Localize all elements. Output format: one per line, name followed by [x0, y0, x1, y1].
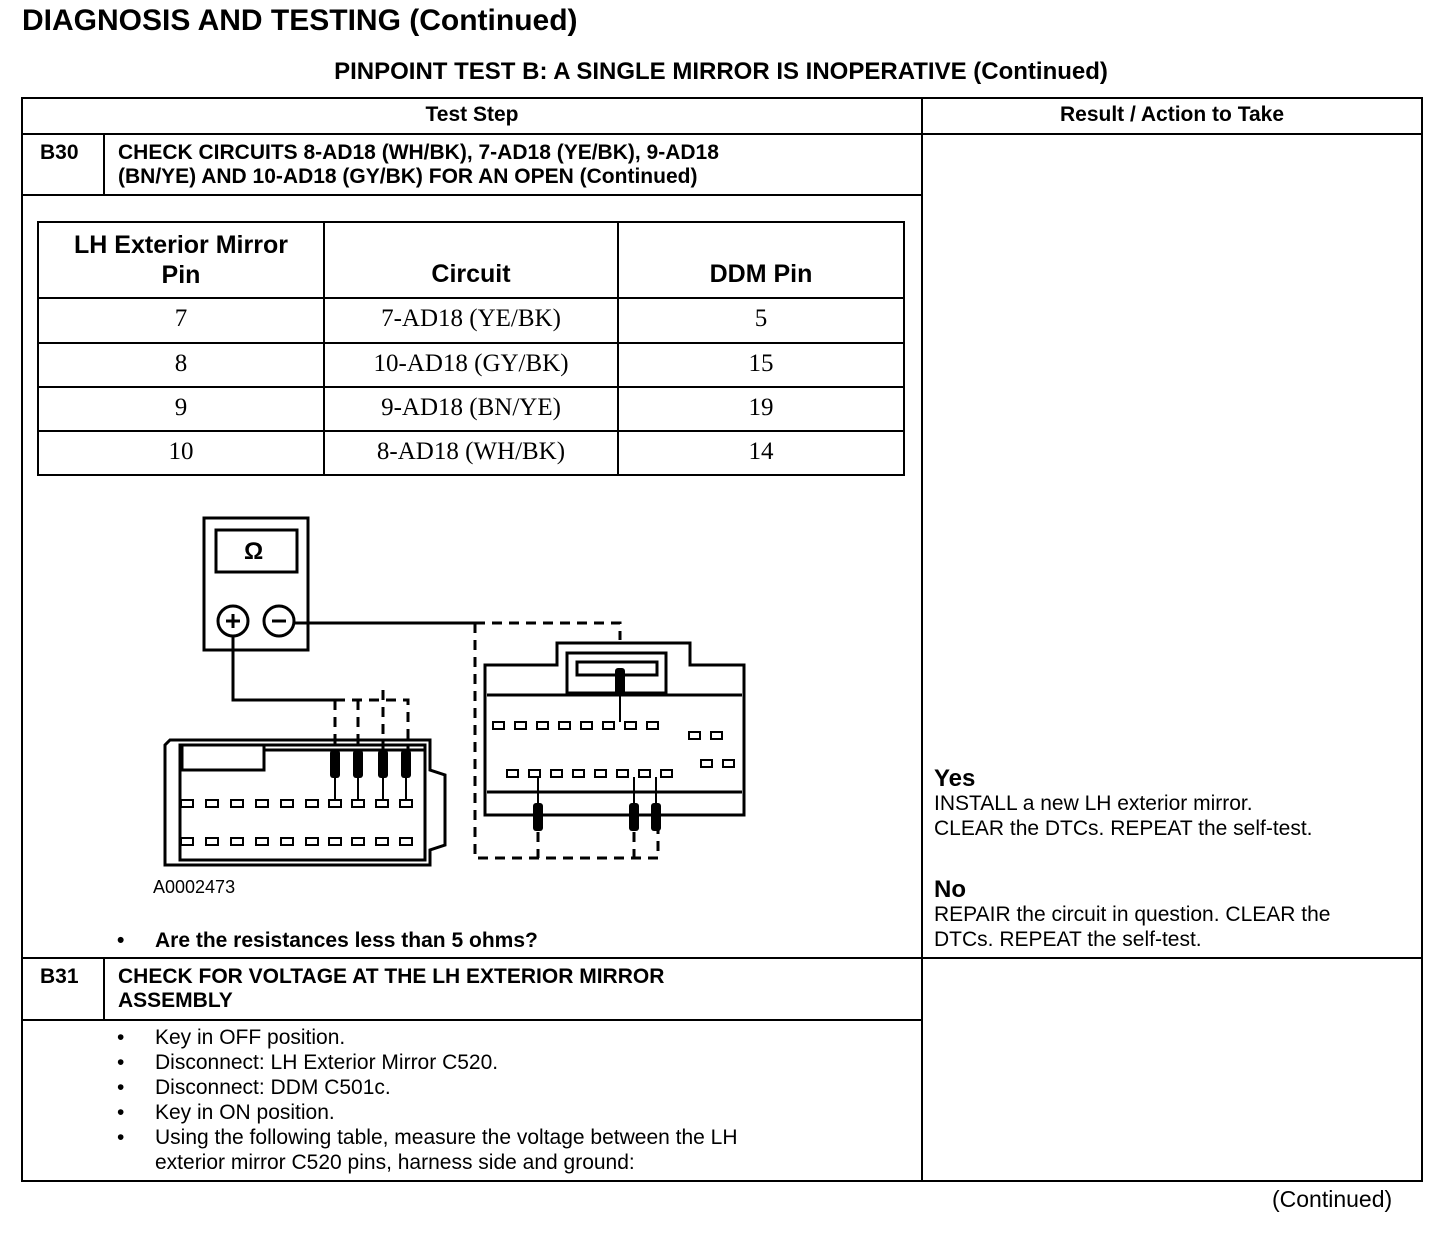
bullet: •: [117, 1026, 125, 1049]
yes-label: Yes: [934, 765, 976, 792]
step-title-b31: [118, 965, 664, 1013]
page-title: DIAGNOSIS AND TESTING (Continued): [22, 4, 578, 37]
table-header-circuit: Circuit: [431, 260, 511, 288]
bullet: •: [117, 1076, 125, 1099]
cell: 7: [174, 305, 188, 332]
title-line: CHECK FOR VOLTAGE AT THE LH EXTERIOR MIRROR: [118, 965, 665, 988]
cell: 9: [174, 394, 188, 421]
ohm-symbol: Ω: [244, 538, 264, 565]
table-header-mirror-pin: [38, 230, 324, 290]
cell: 15: [748, 350, 774, 377]
step-text-continued: exterior mirror C520 pins, harness side and ground:: [155, 1151, 635, 1174]
step-text: Key in OFF position.: [155, 1026, 346, 1049]
cell: 5: [754, 305, 768, 332]
title-line: (BN/YE) AND 10-AD18 (GY/BK) FOR AN OPEN (Continued): [118, 165, 698, 188]
cell: 8-AD18 (WH/BK): [376, 438, 566, 465]
ohmmeter-connector-diagram: [150, 500, 770, 880]
result-yes: [934, 766, 1313, 841]
figure-id: A0002473: [153, 877, 236, 897]
step-id-b31: B31: [40, 965, 79, 988]
bullet: •: [117, 1126, 125, 1149]
header-text: Pin: [161, 261, 201, 289]
result-text: INSTALL a new LH exterior mirror.: [934, 792, 1253, 815]
bullet: •: [117, 1101, 125, 1124]
result-text: DTCs. REPEAT the self-test.: [934, 928, 1202, 951]
column-header-result: Result / Action to Take: [1059, 103, 1285, 126]
step-title-b30: [118, 141, 719, 189]
step-text: Using the following table, measure the voltage between the LH: [155, 1126, 738, 1149]
step-text: Key in ON position.: [155, 1101, 335, 1124]
cell: 10: [168, 438, 194, 465]
test-title: PINPOINT TEST B: A SINGLE MIRROR IS INOPERATIVE (Continued): [334, 58, 1108, 85]
title-line: CHECK CIRCUITS 8-AD18 (WH/BK), 7-AD18 (YE/BK), 9-AD18: [118, 141, 719, 164]
bullet: •: [117, 929, 125, 952]
cell: 9-AD18 (BN/YE): [381, 394, 561, 421]
question-text: Are the resistances less than 5 ohms?: [155, 929, 538, 952]
step-text: Disconnect: LH Exterior Mirror C520.: [155, 1051, 499, 1074]
step-id-b30: B30: [40, 141, 79, 164]
column-header-test-step: Test Step: [425, 103, 519, 126]
bullet: •: [117, 1051, 125, 1074]
header-text: LH Exterior Mirror: [74, 231, 288, 259]
cell: 19: [748, 394, 774, 421]
step-text: Disconnect: DDM C501c.: [155, 1076, 391, 1099]
cell: 14: [748, 438, 774, 465]
continued-footer: (Continued): [1272, 1186, 1393, 1212]
result-text: CLEAR the DTCs. REPEAT the self-test.: [934, 817, 1313, 840]
cell: 8: [174, 350, 188, 377]
title-line: ASSEMBLY: [118, 989, 233, 1012]
result-text: REPAIR the circuit in question. CLEAR the: [934, 903, 1331, 926]
result-no: [934, 877, 1330, 952]
cell: 10-AD18 (GY/BK): [373, 350, 569, 377]
table-header-ddm-pin: DDM Pin: [709, 260, 813, 288]
cell: 7-AD18 (YE/BK): [381, 305, 561, 332]
no-label: No: [934, 876, 966, 903]
